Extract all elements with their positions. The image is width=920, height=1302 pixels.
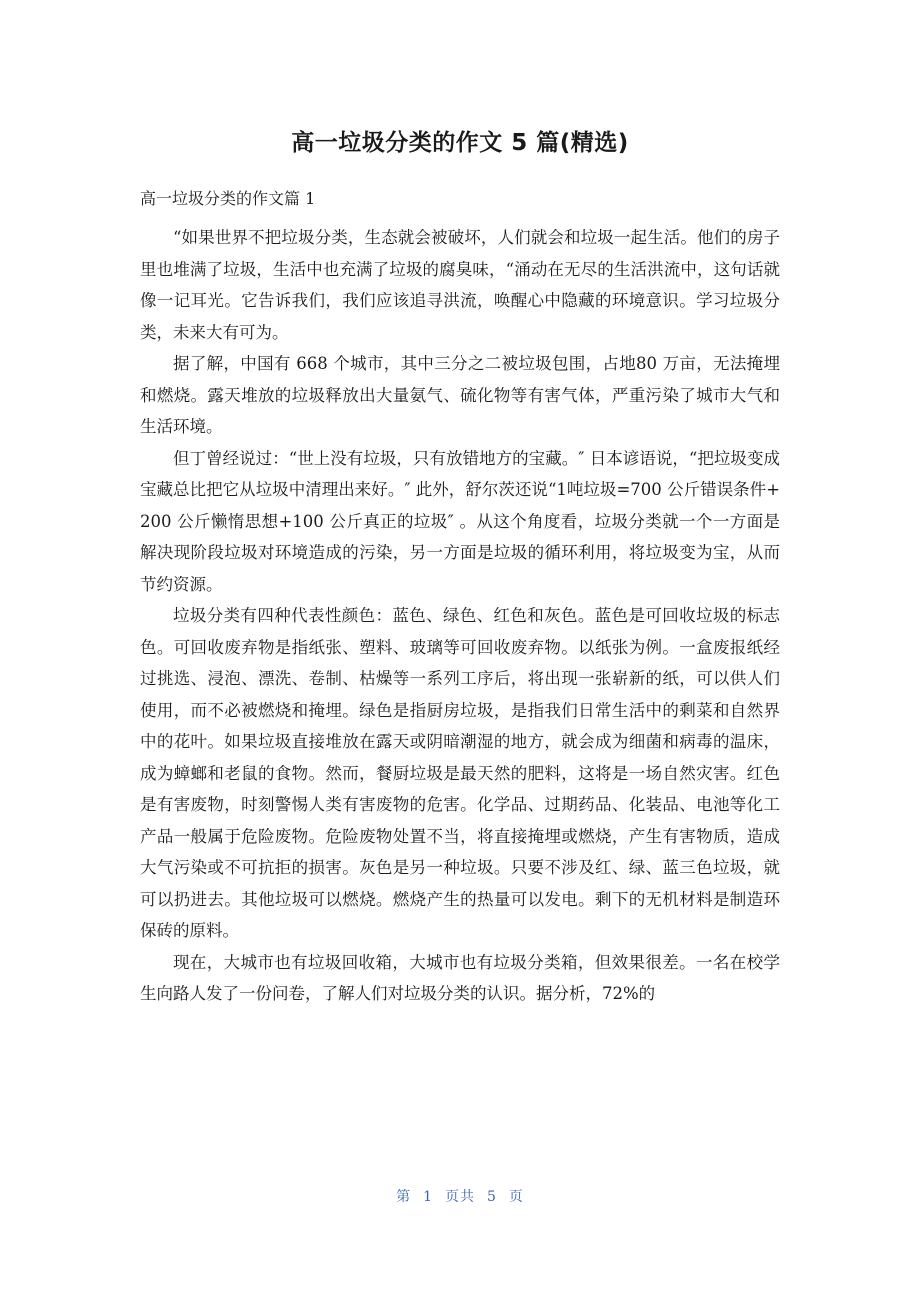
footer-current-page: 1 (423, 1189, 433, 1205)
paragraph-2: 据了解，中国有 668 个城市，其中三分之二被垃圾包围，占地80 万亩，无法掩埋和燃烧。露天堆放的垃圾释放出大量氨气、硫化物等有害气体，严重污染了城市大气和生活环境。 (140, 354, 780, 436)
paragraph-5: 现在，大城市也有垃圾回收箱，大城市也有垃圾分类箱，但效果很差。一名在校学生向路人发了一份问卷，了解人们对垃圾分类的认识。据分析，72%的 (140, 952, 780, 1003)
section-heading: 高一垃圾分类的作文篇 1 (140, 189, 316, 208)
document-title: 高一垃圾分类的作文 5 篇(精选) (291, 130, 629, 156)
footer-middle: 页共 (445, 1189, 475, 1205)
paragraph-1: “如果世界不把垃圾分类，生态就会被破坏，人们就会和垃圾一起生活。他们的房子里也堆满了垃圾，生活中也充满了垃圾的腐臭味，“涌动在无尽的生活洪流中，这句话就像一记耳光。它告诉我们，我们应该追寻洪流，唤醒心中隐藏的环境意识。学习垃圾分类，未来大有可为。 (140, 228, 780, 342)
document-body (140, 222, 780, 1010)
footer-total-pages: 5 (487, 1189, 497, 1205)
page-footer (0, 1186, 920, 1206)
paragraph-3: 但丁曾经说过：“世上没有垃圾，只有放错地方的宝藏。″ 日本谚语说，“把垃圾变成宝藏总比把它从垃圾中清理出来好。″ 此外，舒尔茨还说“1吨垃圾=700 公斤错误条件+200 公斤懒惰思想+100 公斤真正的垃圾″ 。从这个角度看，垃圾分类就一个一方面是解决现阶段垃圾对环境造成的污染，另一方面是垃圾的循环利用，将垃圾变为宝，从而节约资源。 (140, 448, 780, 594)
footer-prefix: 第 (396, 1189, 412, 1205)
paragraph-4: 垃圾分类有四种代表性颜色：蓝色、绿色、红色和灰色。蓝色是可回收垃圾的标志色。可回收废弃物是指纸张、塑料、玻璃等可回收废弃物。以纸张为例。一盒废报纸经过挑选、浸泡、漂洗、卷制、枯燥等一系列工序后，将出现一张崭新的纸，可以供人们使用，而不必被燃烧和掩埋。绿色是指厨房垃圾，是指我们日常生活中的剩菜和自然界中的花叶。如果垃圾直接堆放在露天或阴暗潮湿的地方，就会成为细菌和病毒的温床，成为蟑螂和老鼠的食物。然而，餐厨垃圾是最天然的肥料，这将是一场自然灾害。红色是有害废物，时刻警惕人类有害废物的危害。化学品、过期药品、化装品、电池等化工产品一般属于危险废物。危险废物处置不当，将直接掩埋或燃烧，产生有害物质，造成大气污染或不可抗拒的损害。灰色是另一种垃圾。只要不涉及红、绿、蓝三色垃圾，就可以扔进去。其他垃圾可以燃烧。燃烧产生的热量可以发电。剩下的无机材料是制造环保砖的原料。 (140, 606, 780, 940)
footer-suffix: 页 (508, 1189, 524, 1205)
